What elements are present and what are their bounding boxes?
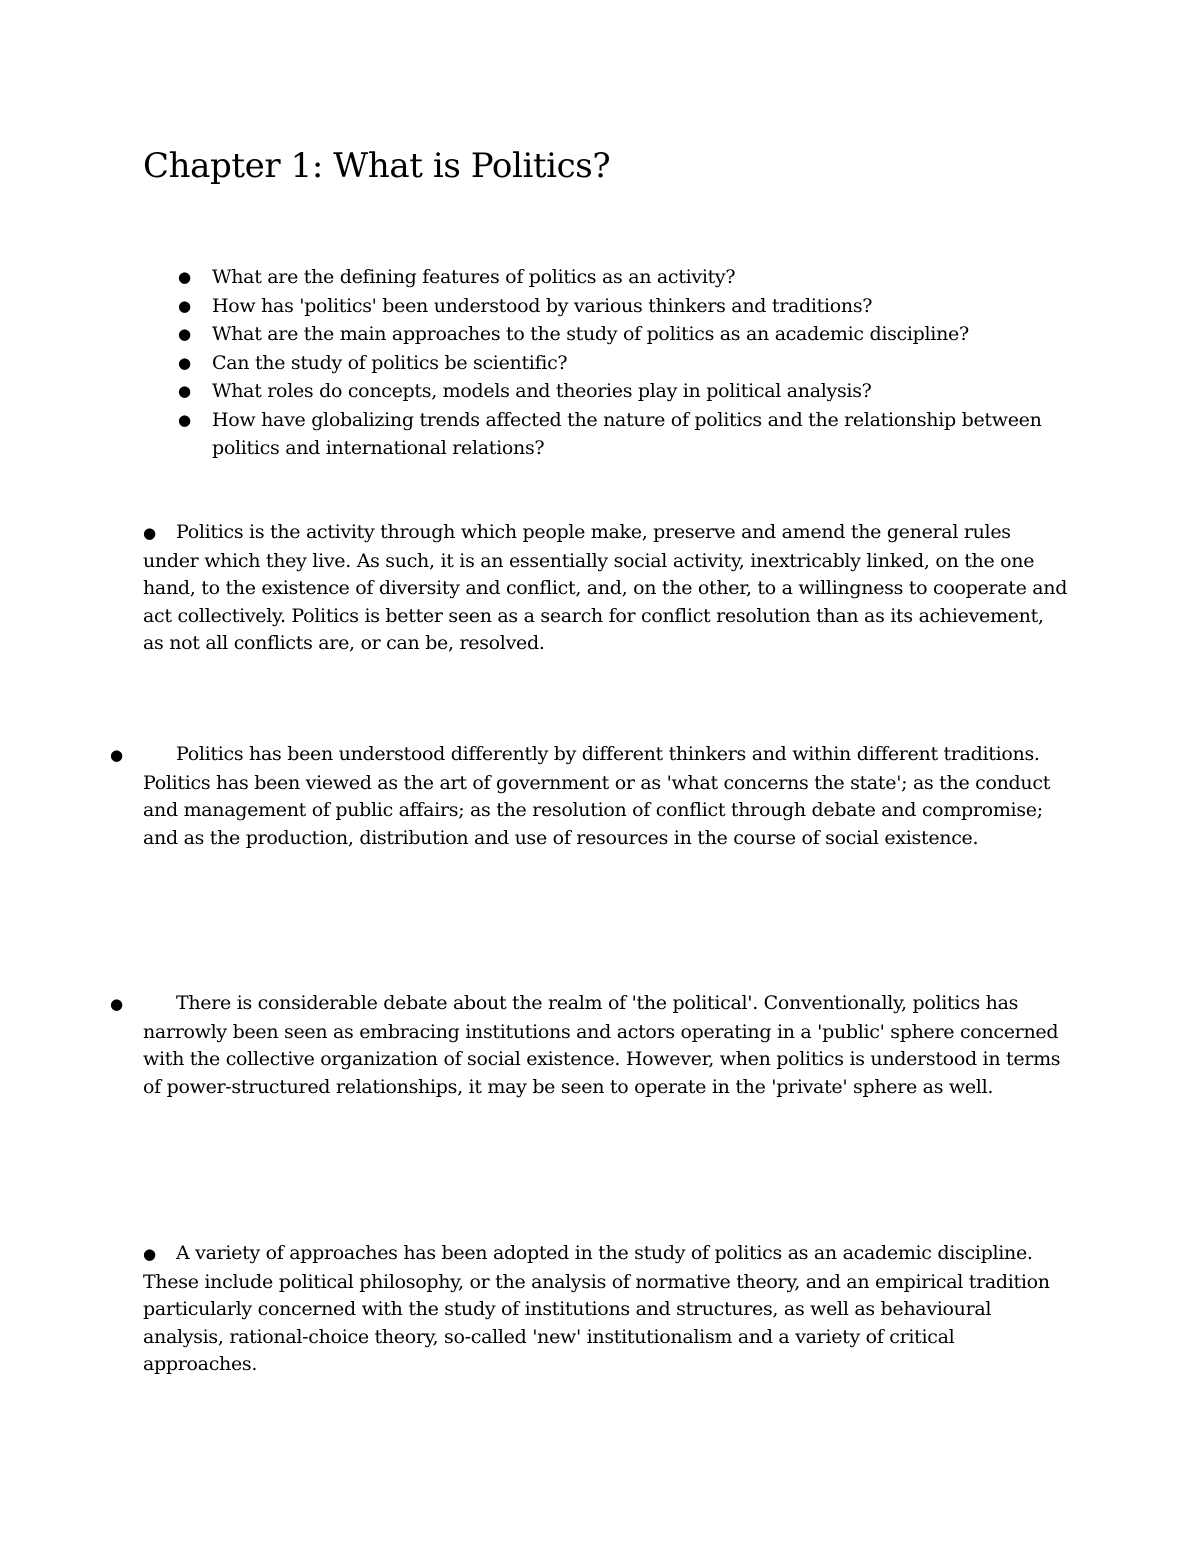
summary-point-body: narrowly been seen as embracing institutions and actors operating in a 'public' sphere concerned with the collective organization of social existence. However, when politics is understood in terms of power-structured relationships, it may be seen to operate in the 'private' sphere as well. [143,1020,1061,1098]
question-item [178,349,1058,378]
question-text: Can the study of politics be scientific? [212,351,568,374]
summary-point-text: A variety of approaches has been adopted in the study of politics as an academic discipline. These include political philosophy, or the analysis of normative theory, and an empirical tradition particularly concerned with the study of institutions and structures, as well as behavioural analysis, rational-choice theory, so-called 'new' institutionalism and a variety of critical approaches. [143,1242,1050,1376]
question-item [178,263,1058,292]
summary-point-lead [110,741,1068,770]
chapter-title: Chapter 1: What is Politics? [143,146,611,186]
bullet-icon: ● [178,410,191,429]
bullet-icon: ● [178,382,191,400]
summary-point [110,990,1068,1101]
key-questions-list [178,263,1058,463]
summary-point-lead-text: Politics has been understood differently by different thinkers and within different traditions. [176,743,1040,765]
question-text: What roles do concepts, models and theories play in political analysis? [212,380,872,402]
question-text: How has 'politics' been understood by various thinkers and traditions? [212,294,873,317]
question-text: What are the main approaches to the study of politics as an academic discipline? [212,323,969,345]
question-item [178,292,1058,321]
question-text: What are the defining features of politics as an activity? [212,266,736,288]
question-item [178,377,1058,406]
bullet-icon: ● [178,268,191,286]
question-item [178,320,1058,349]
summary-point-body: Politics has been viewed as the art of government or as 'what concerns the state'; as the conduct and management of public affairs; as the resolution of conflict through debate and compromise; and as the production, distribution and use of resources in the course of social existence. [143,771,1051,849]
summary-point-lead-text: There is considerable debate about the realm of 'the political'. Conventionally, politics has [176,992,1019,1014]
summary-point [143,1240,1068,1379]
summary-point [143,519,1068,658]
bullet-icon: ● [110,995,123,1013]
summary-point [110,741,1068,852]
bullet-icon: ● [143,1245,156,1263]
summary-point-lead [110,990,1068,1019]
bullet-icon: ● [178,296,191,315]
question-item [178,406,1058,463]
question-text: How have globalizing trends affected the nature of politics and the relationship between politics and international relations? [212,408,1042,459]
summary-point-text: Politics is the activity through which people make, preserve and amend the general rules under which they live. As such, it is an essentially social activity, inextricably linked, on the one hand, to the existence of diversity and conflict, and, on the other, to a willingness to cooperate and act collectively. Politics is better seen as a search for conflict resolution than as its achievement, as not all conflicts are, or can be, resolved. [143,521,1068,655]
bullet-icon: ● [178,353,191,372]
bullet-icon: ● [110,746,123,764]
bullet-icon: ● [143,524,156,542]
bullet-icon: ● [178,325,191,343]
